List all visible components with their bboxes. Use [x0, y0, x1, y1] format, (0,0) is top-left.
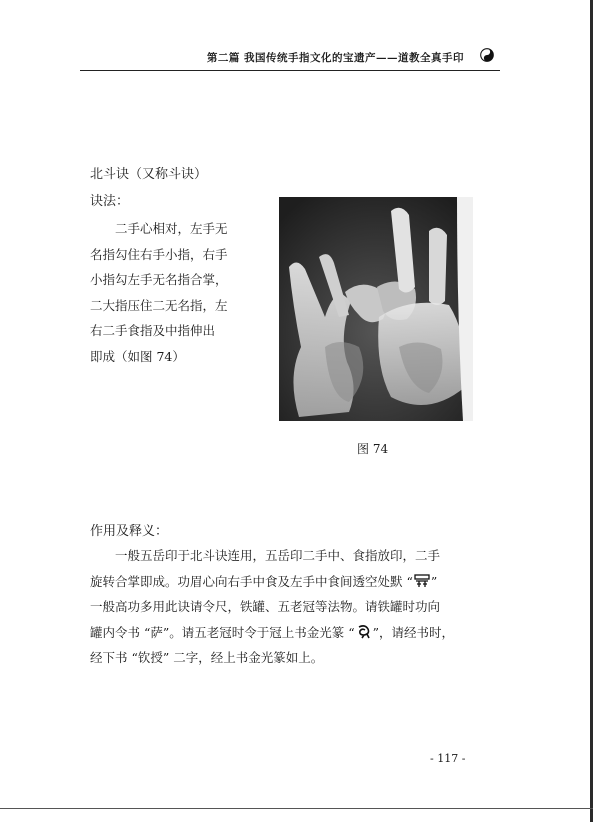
talisman-glyph-icon	[413, 574, 431, 588]
method-line: 即成（如图 74）	[90, 348, 185, 364]
hand-gesture-photo	[279, 197, 473, 421]
explanation-line: 一般五岳印于北斗诀连用，五岳印二手中、食指放印，二手	[115, 548, 441, 563]
yin-yang-icon	[480, 48, 494, 62]
method-line: 右二手食指及中指伸出	[90, 323, 216, 338]
section-title: 北斗诀（又称斗诀）	[90, 167, 208, 182]
explanation-title: 作用及释义：	[90, 524, 169, 539]
page-number: - 117 -	[430, 752, 466, 765]
explanation-text	[90, 543, 488, 671]
footer-rule	[0, 808, 593, 809]
header-text: 第二篇 我国传统手指文化的宝遗产——道教全真手印	[206, 52, 464, 64]
method-line: 名指勾住右手小指，右手	[90, 246, 228, 262]
explanation-line	[90, 569, 488, 595]
method-line: 二大指压住二无名指，左	[90, 297, 228, 313]
explanation-line: 一般高功多用此诀请令尺，铁罐、五老冠等法物。请铁罐时功向	[90, 599, 441, 614]
explanation-fragment: 旋转合掌即成。功眉心向右手中食及左手中食间透空处默 “	[90, 573, 413, 589]
figure-caption: 图 74	[357, 442, 389, 456]
explanation-fragment: 罐内令书 “萨”。请五老冠时令于冠上书金光篆 “	[90, 624, 355, 640]
explanation-fragment: ”，请经书时，	[372, 624, 455, 640]
header-rule	[80, 70, 500, 71]
explanation-line: 经下书 “钦授” 二字，经上书金光篆如上。	[90, 650, 324, 665]
seal-script-glyph-icon	[355, 625, 373, 639]
explanation-fragment: ”	[430, 573, 438, 589]
method-line: 小指勾左手无名指合掌，	[90, 272, 228, 287]
explanation-line	[90, 620, 488, 646]
method-text	[90, 216, 258, 369]
running-header	[80, 44, 500, 72]
method-line: 二手心相对，左手无	[115, 221, 228, 236]
section-subtitle: 诀法：	[90, 194, 130, 209]
hand-gesture-illustration	[279, 197, 473, 421]
